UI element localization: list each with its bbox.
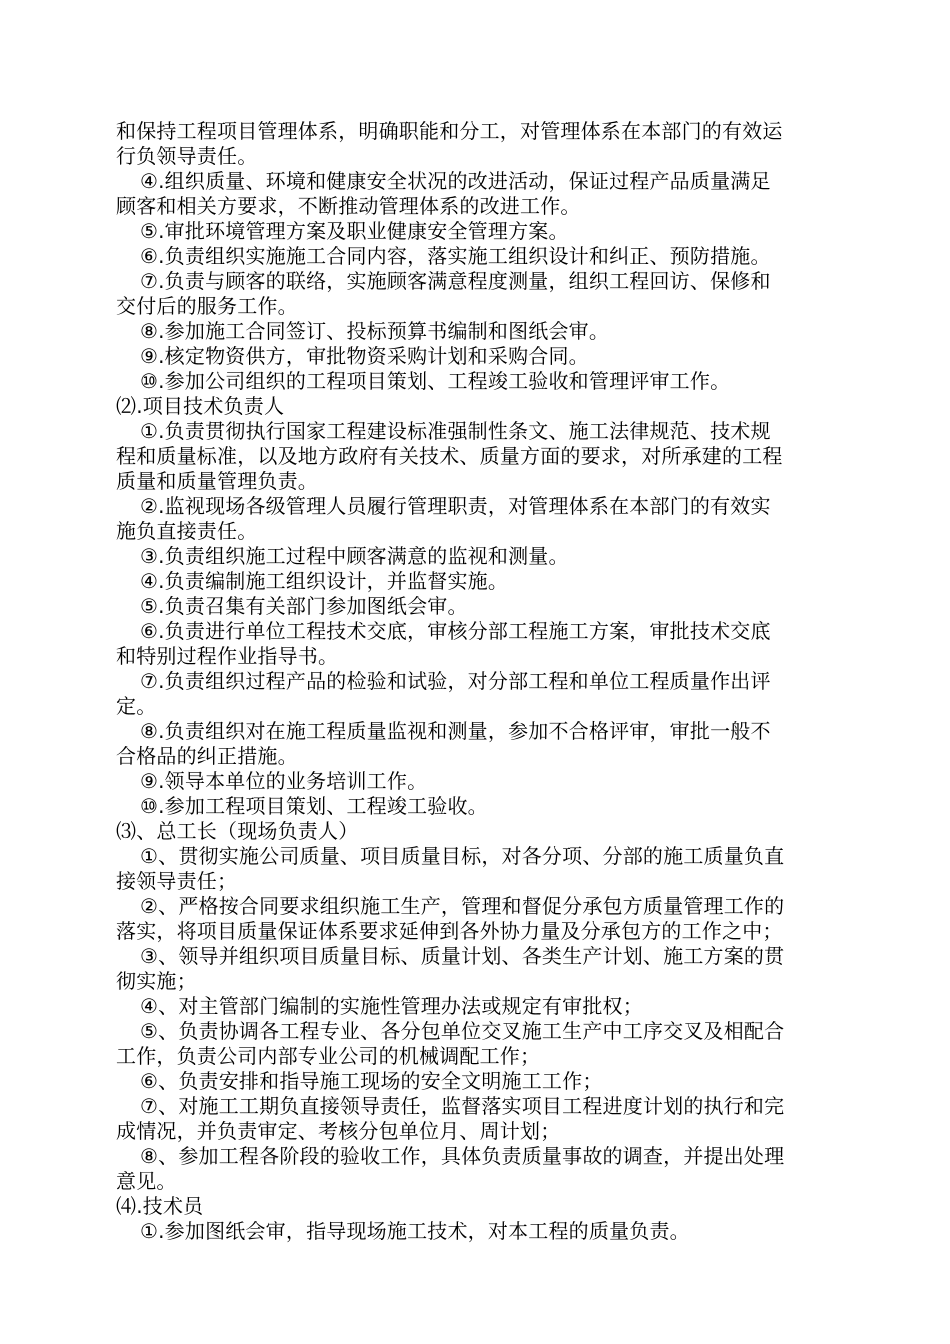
text-line: ③、领导并组织项目质量目标、质量计划、各类生产计划、施工方案的贯 [140,944,785,968]
text-line: 和特别过程作业指导书。 [116,644,339,668]
text-line: ②.监视现场各级管理人员履行管理职责，对管理体系在本部门的有效实 [140,494,771,518]
text-line: 质量和质量管理负责。 [116,469,318,493]
text-line: 交付后的服务工作。 [116,294,298,318]
text-line: ①.参加图纸会审，指导现场施工技术，对本工程的质量负责。 [140,1219,690,1243]
text-line: ⑨.领导本单位的业务培训工作。 [140,769,428,793]
text-line: 定。 [116,694,157,718]
text-line: ④.负责编制施工组织设计，并监督实施。 [140,569,509,593]
text-line: 程和质量标准，以及地方政府有关技术、质量方面的要求，对所承建的工程 [116,444,783,468]
text-line: ⑥.负责进行单位工程技术交底，审核分部工程施工方案，审批技术交底 [140,619,771,643]
text-line: ③.负责组织施工过程中顾客满意的监视和测量。 [140,544,569,568]
text-line: ⑩.参加公司组织的工程项目策划、工程竣工验收和管理评审工作。 [140,369,731,393]
text-line: 合格品的纠正措施。 [116,744,298,768]
text-line: ⑩.参加工程项目策划、工程竣工验收。 [140,794,488,818]
text-line: 彻实施； [116,969,197,993]
text-line: ⑦.负责与顾客的联络，实施顾客满意程度测量，组织工程回访、保修和 [140,269,771,293]
text-line: ⑦.负责组织过程产品的检验和试验，对分部工程和单位工程质量作出评 [140,669,771,693]
text-line: ⑧、参加工程各阶段的验收工作，具体负责质量事故的调查，并提出处理 [140,1144,785,1168]
text-line: ⑧.参加施工合同签订、投标预算书编制和图纸会审。 [140,319,610,343]
text-line: 顾客和相关方要求，不断推动管理体系的改进工作。 [116,194,581,218]
text-line: 施负直接责任。 [116,519,258,543]
text-line: 行负领导责任。 [116,144,258,168]
text-line: ⑤、负责协调各工程专业、各分包单位交叉施工生产中工序交叉及相配合 [140,1019,785,1043]
text-line: ⑧.负责组织对在施工程质量监视和测量，参加不合格评审，审批一般不 [140,719,771,743]
text-line: ⑨.核定物资供方，审批物资采购计划和采购合同。 [140,344,589,368]
text-line: 工作，负责公司内部专业公司的机械调配工作； [116,1044,541,1068]
text-line: ①、贯彻实施公司质量、项目质量目标，对各分项、分部的施工质量负直 [140,844,785,868]
text-line: ④.组织质量、环境和健康安全状况的改进活动，保证过程产品质量满足 [140,169,771,193]
text-line: ⑷.技术员 [116,1194,204,1218]
text-line: ①.负责贯彻执行国家工程建设标准强制性条文、施工法律规范、技术规 [140,419,771,443]
text-line: ⑦、对施工工期负直接领导责任，监督落实项目工程进度计划的执行和完 [140,1094,785,1118]
text-line: ⑵.项目技术负责人 [116,394,285,418]
text-line: ⑤.负责召集有关部门参加图纸会审。 [140,594,468,618]
text-line: ⑤.审批环境管理方案及职业健康安全管理方案。 [140,219,569,243]
text-line: 接领导责任； [116,869,238,893]
text-line: ⑶、总工长（现场负责人） [116,819,359,843]
text-line: 成情况，并负责审定、考核分包单位月、周计划； [116,1119,561,1143]
text-line: ⑥、负责安排和指导施工现场的安全文明施工工作； [140,1069,603,1093]
text-line: 和保持工程项目管理体系，明确职能和分工，对管理体系在本部门的有效运 [116,119,783,143]
text-line: ④、对主管部门编制的实施性管理办法或规定有审批权； [140,994,643,1018]
text-line: ②、严格按合同要求组织施工生产，管理和督促分承包方质量管理工作的 [140,894,785,918]
text-line: 意见。 [116,1169,177,1193]
text-line: ⑥.负责组织实施施工合同内容，落实施工组织设计和纠正、预防措施。 [140,244,771,268]
document-body [116,119,860,1244]
text-line: 落实，将项目质量保证体系要求延伸到各外协力量及分承包方的工作之中； [116,919,783,943]
